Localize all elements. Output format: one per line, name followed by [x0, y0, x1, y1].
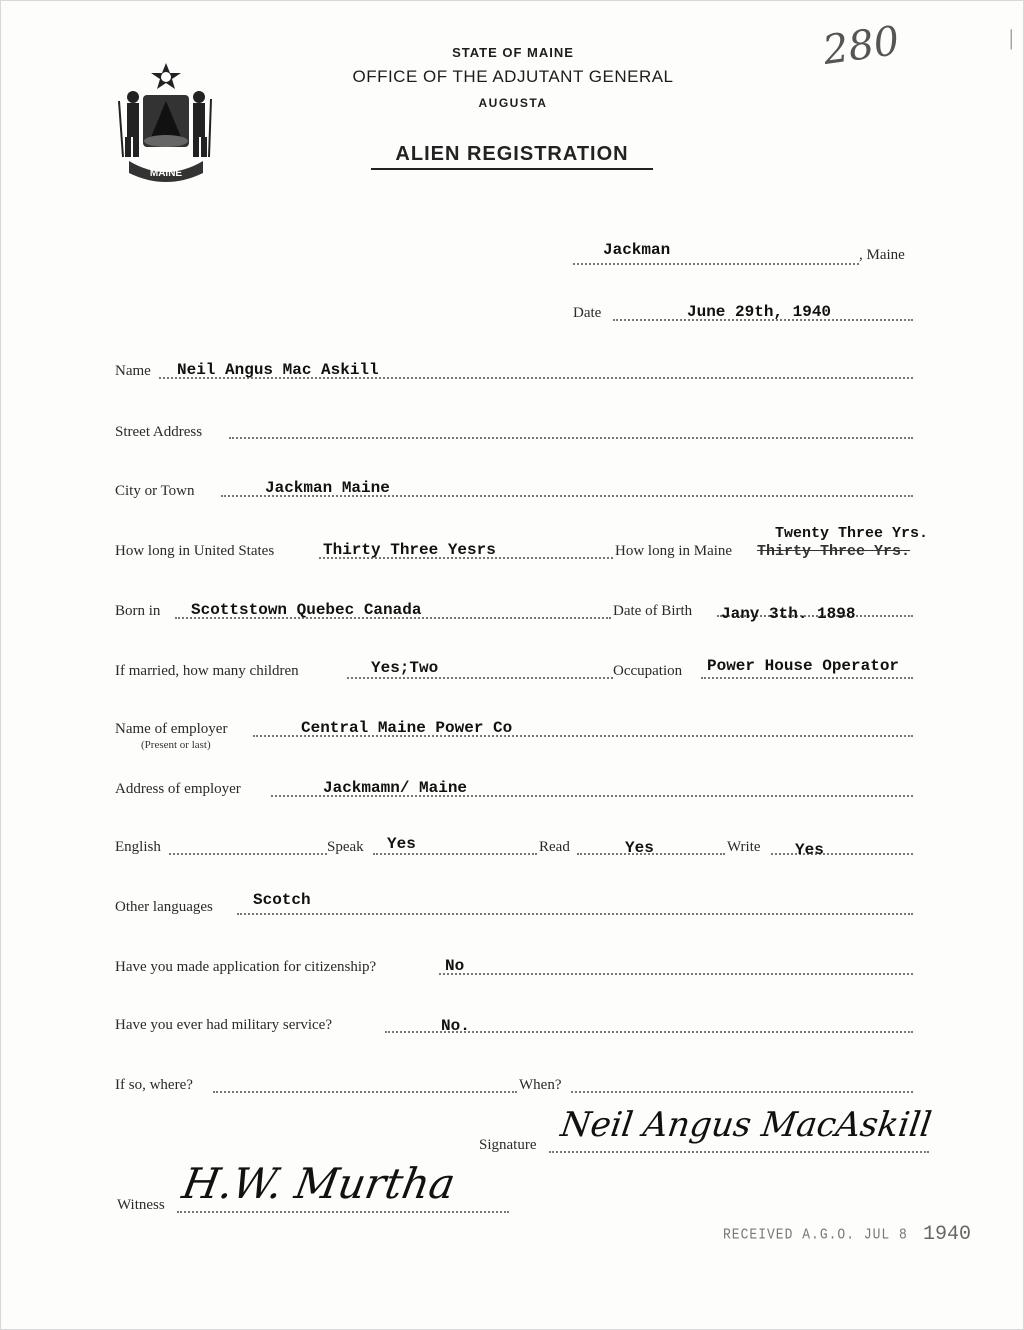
- date-label: Date: [573, 305, 602, 321]
- employer-label: Name of employer: [115, 721, 228, 737]
- where-line: [213, 1091, 517, 1093]
- town-line: [573, 263, 859, 265]
- born-in-label: Born in: [115, 603, 161, 619]
- other-languages-label: Other languages: [115, 899, 213, 915]
- employer-value: Central Maine Power Co: [301, 719, 513, 737]
- citizenship-label: Have you made application for citizenship?: [115, 959, 377, 975]
- how-long-us-label: How long in United States: [115, 543, 275, 559]
- english-label: English: [115, 839, 161, 855]
- street-line: [229, 437, 913, 439]
- children-label: If married, how many children: [115, 663, 299, 679]
- children-value: Yes;Two: [371, 659, 439, 677]
- city-label: City or Town: [115, 483, 195, 499]
- children-line: [347, 677, 613, 679]
- received-stamp-year: 1940: [923, 1223, 972, 1246]
- how-long-us-value: Thirty Three Yesrs: [323, 541, 496, 559]
- when-line: [571, 1091, 913, 1093]
- witness-value: H.W. Murtha: [178, 1159, 459, 1208]
- corner-mark: |: [1009, 25, 1014, 50]
- write-line: [771, 853, 913, 855]
- signature-label: Signature: [479, 1137, 537, 1153]
- citizenship-value: No: [445, 957, 465, 975]
- how-long-maine-struck: Thirty Three Yrs.: [757, 543, 911, 560]
- name-label: Name: [115, 363, 151, 379]
- write-value: Yes: [795, 841, 824, 859]
- occupation-value: Power House Operator: [707, 657, 900, 675]
- read-label: Read: [539, 839, 570, 855]
- witness-label: Witness: [117, 1197, 165, 1213]
- dob-value: Jany 3th. 1898: [721, 605, 856, 623]
- occupation-line: [701, 677, 913, 679]
- office-heading: OFFICE OF THE ADJUTANT GENERAL: [352, 67, 674, 86]
- date-value: June 29th, 1940: [687, 303, 832, 321]
- state-label: , Maine: [859, 247, 905, 263]
- speak-label: Speak: [327, 839, 364, 855]
- speak-line: [373, 853, 537, 855]
- how-long-maine-label: How long in Maine: [615, 543, 733, 559]
- signature-line: [549, 1151, 929, 1153]
- english-line: [169, 853, 327, 855]
- read-value: Yes: [625, 839, 654, 857]
- military-label: Have you ever had military service?: [115, 1017, 332, 1033]
- form-title: ALIEN REGISTRATION: [371, 143, 653, 170]
- employer-address-value: Jackmamn/ Maine: [323, 779, 468, 797]
- city-value: Jackman Maine: [265, 479, 390, 497]
- speak-value: Yes: [387, 835, 416, 853]
- received-stamp: RECEIVED A.G.O. JUL 8: [723, 1226, 908, 1243]
- other-languages-line: [237, 913, 913, 915]
- state-heading: STATE OF MAINE: [452, 45, 574, 60]
- employer-address-label: Address of employer: [115, 781, 241, 797]
- city-heading: AUGUSTA: [478, 96, 548, 110]
- military-value: No.: [441, 1017, 470, 1035]
- town-value: Jackman: [603, 241, 671, 259]
- name-value: Neil Angus Mac Askill: [177, 361, 379, 379]
- svg-text:MAINE: MAINE: [149, 168, 183, 179]
- signature-value: Neil Angus MacAskill: [558, 1105, 934, 1145]
- occupation-label: Occupation: [613, 663, 683, 679]
- write-label: Write: [727, 839, 761, 855]
- when-label: When?: [519, 1077, 562, 1093]
- where-label: If so, where?: [115, 1077, 193, 1093]
- how-long-maine-value: Twenty Three Yrs.: [775, 525, 929, 542]
- page-number: 280: [820, 17, 903, 75]
- citizenship-line: [439, 973, 913, 975]
- dob-label: Date of Birth: [613, 603, 693, 619]
- employer-sublabel: (Present or last): [141, 739, 211, 751]
- other-languages-value: Scotch: [253, 891, 311, 909]
- born-in-value: Scottstown Quebec Canada: [191, 601, 422, 619]
- witness-line: [177, 1211, 509, 1213]
- street-label: Street Address: [115, 424, 203, 440]
